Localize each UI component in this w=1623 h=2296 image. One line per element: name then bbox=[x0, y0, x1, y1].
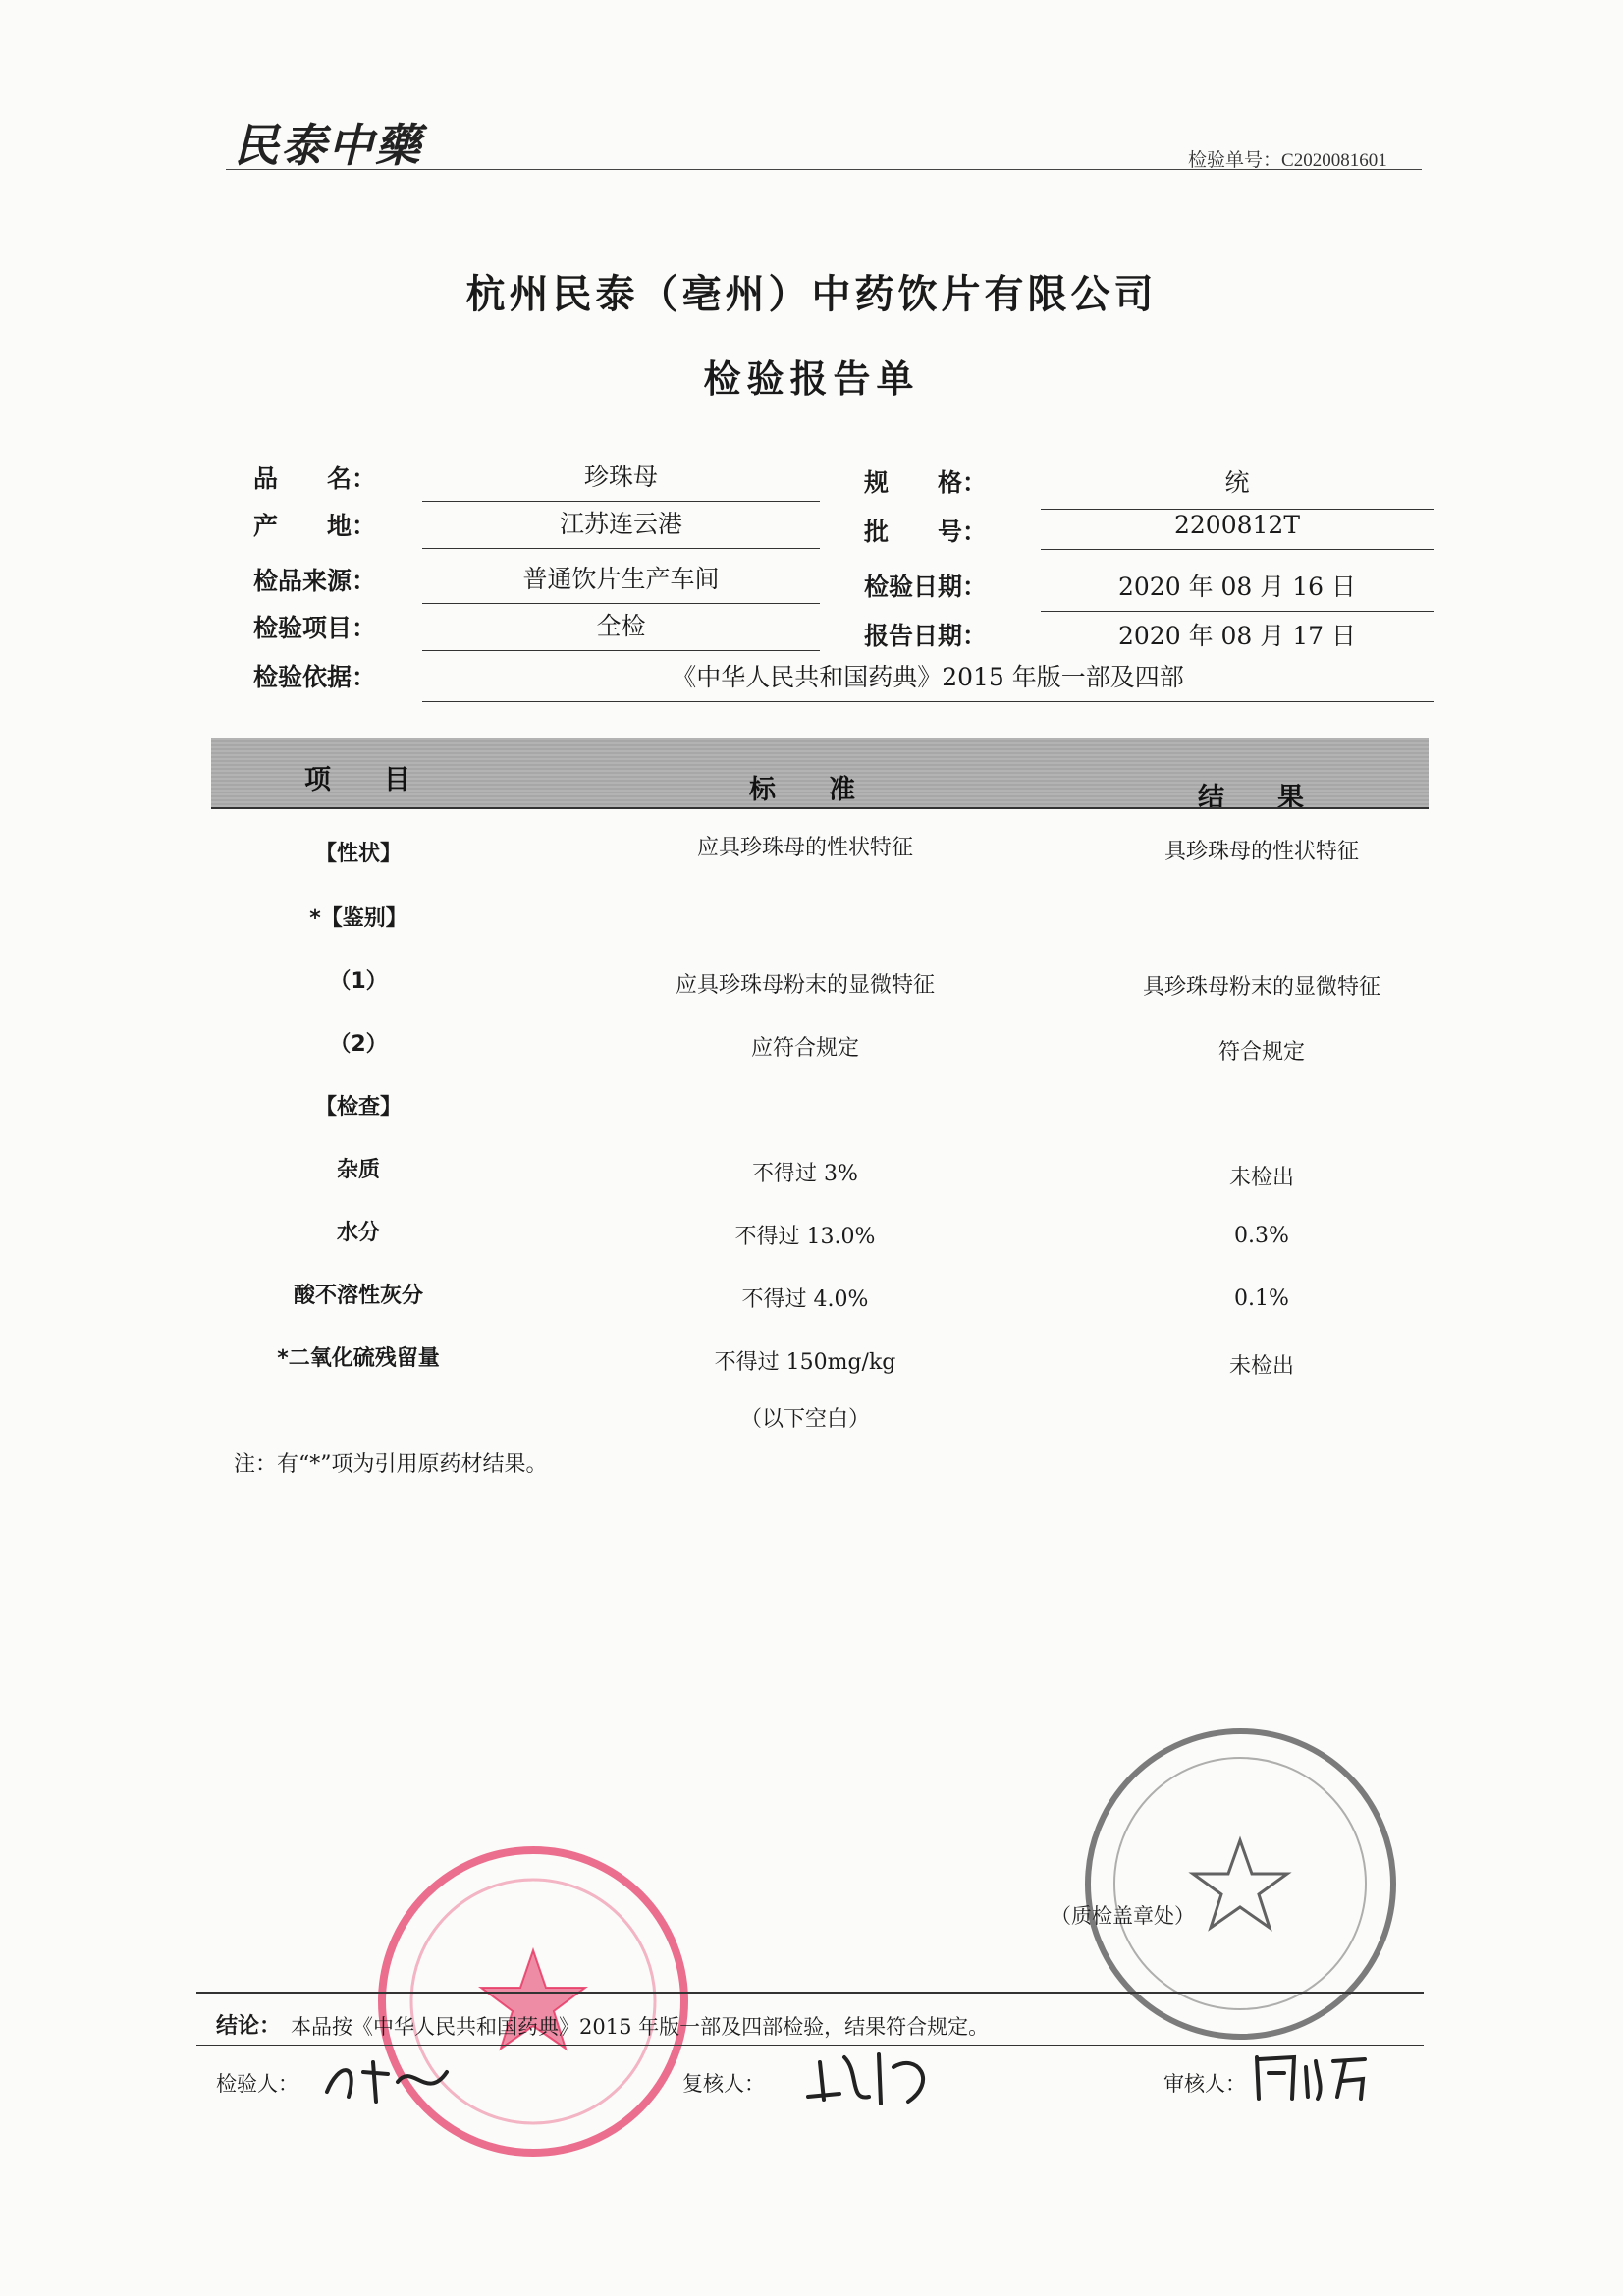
inspector-label: 检验人： bbox=[216, 2072, 298, 2096]
report-number bbox=[1188, 145, 1387, 172]
basis-label: 检验依据： bbox=[253, 663, 377, 691]
table-row-standard: 不得过 150mg/kg bbox=[714, 1350, 896, 1375]
conclusion-label: 结论： bbox=[216, 2014, 282, 2039]
basis-value: 《中华人民共和国药典》2015 年版一部及四部 bbox=[422, 658, 1434, 702]
footnote: 注：有“*”项为引用原药材结果。 bbox=[234, 1452, 548, 1477]
approver-signature-graphic bbox=[1247, 2048, 1375, 2106]
sample-source-label: 检品来源： bbox=[253, 567, 377, 595]
table-row-standard: 不得过 13.0% bbox=[734, 1225, 876, 1249]
company-name: 杭州民泰（亳州）中药饮片有限公司 bbox=[465, 272, 1158, 317]
batch-label: 批 号： bbox=[864, 518, 988, 546]
table-row-item: （1） bbox=[329, 969, 388, 994]
report-date-label: 报告日期： bbox=[864, 622, 988, 650]
table-header-rule bbox=[211, 807, 1429, 809]
test-items-label: 检验项目： bbox=[253, 614, 377, 642]
table-row-result: 具珍珠母的性状特征 bbox=[1163, 840, 1359, 864]
inspector-signature-graphic bbox=[319, 2052, 457, 2111]
product-name-value: 珍珠母 bbox=[422, 458, 820, 502]
table-row-standard: 应具珍珠母粉末的显微特征 bbox=[675, 973, 935, 998]
table-header bbox=[211, 738, 1429, 813]
table-row-standard: 不得过 4.0% bbox=[741, 1287, 869, 1312]
reviewer-signature-graphic bbox=[800, 2043, 947, 2111]
document-title: 检验报告单 bbox=[703, 357, 920, 401]
report-date-value: 2020 年 08 月 17 日 bbox=[1118, 622, 1356, 650]
product-name-label: 品 名： bbox=[253, 465, 377, 493]
table-row-result: 未检出 bbox=[1228, 1354, 1294, 1379]
table-row-item: 水分 bbox=[336, 1221, 380, 1245]
table-row-item: 【检查】 bbox=[314, 1095, 402, 1120]
header-rule bbox=[226, 169, 1422, 170]
table-row-standard: 不得过 3% bbox=[752, 1162, 858, 1186]
reviewer-label: 复核人： bbox=[682, 2072, 765, 2096]
test-date-value: 2020 年 08 月 16 日 bbox=[1041, 568, 1434, 612]
qc-stamp-label: （质检盖章处） bbox=[1051, 1904, 1195, 1928]
table-row-item: *【鉴别】 bbox=[309, 906, 407, 931]
report-number-label: 检验单号： bbox=[1188, 150, 1282, 171]
origin-label: 产 地： bbox=[253, 512, 377, 540]
test-date-label: 检验日期： bbox=[864, 573, 988, 601]
column-header-item: 项 目 bbox=[304, 765, 410, 795]
test-items-value: 全检 bbox=[422, 607, 820, 651]
sample-source-value: 普通饮片生产车间 bbox=[422, 560, 820, 604]
spec-value: 统 bbox=[1041, 464, 1434, 510]
inspection-seal-graphic bbox=[1091, 1734, 1390, 2034]
spec-label: 规 格： bbox=[864, 468, 988, 497]
batch-value: 2200812T bbox=[1041, 511, 1434, 550]
table-row-item: *二氧化硫残留量 bbox=[277, 1346, 440, 1371]
reviewer-signature bbox=[800, 2043, 947, 2115]
approver-label: 审核人： bbox=[1163, 2072, 1246, 2096]
table-row-result: 0.1% bbox=[1234, 1286, 1289, 1311]
conclusion-top-rule bbox=[196, 1992, 1424, 1994]
table-row-result: 具珍珠母粉末的显微特征 bbox=[1142, 975, 1380, 1000]
approver-signature bbox=[1247, 2048, 1375, 2110]
table-row-standard: 应具珍珠母的性状特征 bbox=[696, 836, 913, 860]
company-logo: 民泰中藥 bbox=[234, 119, 422, 172]
table-row-item: 酸不溶性灰分 bbox=[293, 1284, 423, 1308]
blank-marker: （以下空白） bbox=[739, 1407, 870, 1432]
table-row-item: 杂质 bbox=[336, 1158, 380, 1182]
table-row-result: 0.3% bbox=[1234, 1224, 1289, 1248]
table-row-item: 【性状】 bbox=[314, 842, 402, 866]
report-number-value: C2020081601 bbox=[1281, 150, 1387, 171]
table-row-item: （2） bbox=[329, 1032, 388, 1057]
inspector-signature bbox=[319, 2052, 457, 2115]
table-row-result: 符合规定 bbox=[1217, 1040, 1305, 1065]
table-row-result: 未检出 bbox=[1228, 1166, 1294, 1190]
origin-value: 江苏连云港 bbox=[422, 505, 820, 549]
column-header-standard: 标 准 bbox=[749, 775, 855, 805]
conclusion-text: 本品按《中华人民共和国药典》2015 年版一部及四部检验，结果符合规定。 bbox=[291, 2015, 990, 2039]
table-row-standard: 应符合规定 bbox=[750, 1036, 859, 1061]
column-header-result: 结 果 bbox=[1198, 783, 1304, 813]
